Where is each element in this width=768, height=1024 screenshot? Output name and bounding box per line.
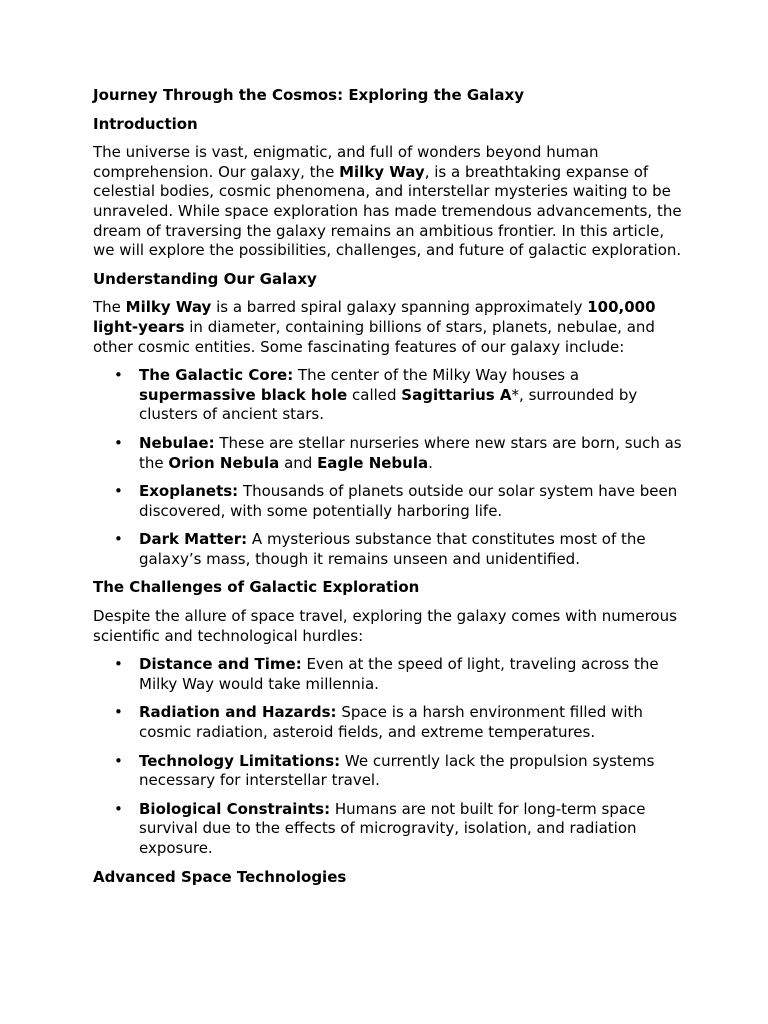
text-run: and (279, 453, 318, 472)
text-run: The center of the Milky Way houses a (293, 366, 580, 385)
text-run: Thousands of planets outside our solar system have been discovered, with some potentially harboring life. (139, 482, 678, 520)
bold-text-run: Distance and Time: (139, 655, 302, 674)
bullet-icon: • (114, 751, 123, 770)
section-paragraph (93, 298, 683, 357)
text-run: Humans are not built for long-term space survival due to the effects of microgravity, isolation, and radiation exposure. (139, 799, 646, 857)
list-item (93, 434, 683, 473)
text-run: These are stellar nurseries where new stars are born, such as the (139, 433, 682, 472)
bullet-list (93, 655, 683, 858)
bold-text-run: Technology Limitations: (139, 751, 341, 770)
list-item (93, 530, 683, 569)
text-run: *, surrounded by clusters of ancient stars. (139, 385, 638, 424)
text-run: Even at the speed of light, traveling across the Milky Way would take millennia. (139, 655, 659, 693)
list-item (93, 366, 683, 425)
section-paragraph (93, 143, 683, 261)
list-item (93, 752, 683, 791)
section-heading: The Challenges of Galactic Exploration (93, 578, 420, 597)
text-run: The (93, 298, 126, 317)
document-body (93, 115, 683, 888)
bullet-icon: • (114, 530, 123, 549)
section-paragraph (93, 607, 683, 646)
bullet-icon: • (114, 703, 123, 722)
bullet-icon: • (114, 366, 123, 385)
bold-text-run: Nebulae: (139, 433, 215, 452)
text-run: Despite the allure of space travel, exploring the galaxy comes with numerous scientific and technological hurdles: (93, 607, 677, 645)
text-run: in diameter, containing billions of stars, planets, nebulae, and other cosmic entities. Some fascinating features of our galaxy include: (93, 317, 655, 356)
bullet-icon: • (114, 799, 123, 818)
bullet-list (93, 366, 683, 569)
section-heading: Introduction (93, 114, 198, 133)
document-page (93, 86, 683, 896)
bold-text-run: Sagittarius A (401, 385, 512, 404)
text-run: A mysterious substance that constitutes most of the galaxy’s mass, though it remains unseen and unidentified. (139, 530, 646, 568)
list-item (93, 800, 683, 859)
bold-text-run: Dark Matter: (139, 530, 248, 549)
bold-text-run: The Galactic Core: (139, 366, 294, 385)
section-heading: Advanced Space Technologies (93, 867, 347, 886)
text-run: . (428, 453, 433, 472)
list-item (93, 482, 683, 521)
text-run: The universe is vast, enigmatic, and full of wonders beyond human comprehension. Our galaxy, the (93, 143, 599, 181)
list-item (93, 655, 683, 694)
bold-text-run: Biological Constraints: (139, 799, 331, 818)
bullet-icon: • (114, 655, 123, 674)
text-run: Space is a harsh environment filled with cosmic radiation, asteroid fields, and extreme temperatures. (139, 703, 643, 742)
bold-text-run: Milky Way (125, 298, 212, 317)
bold-text-run: Eagle Nebula (317, 453, 429, 472)
list-item (93, 703, 683, 742)
text-run: called (347, 385, 402, 404)
text-run: is a barred spiral galaxy spanning approximately (211, 298, 588, 317)
document-title: Journey Through the Cosmos: Exploring the Galaxy (93, 86, 524, 104)
bold-text-run: supermassive black hole (139, 385, 348, 404)
bold-text-run: Milky Way (339, 162, 425, 181)
bold-text-run: Radiation and Hazards: (139, 703, 337, 722)
text-run: We currently lack the propulsion systems necessary for interstellar travel. (139, 751, 655, 790)
bold-text-run: Exoplanets: (139, 482, 239, 501)
bold-text-run: 100,000 light-years (93, 298, 656, 336)
bold-text-run: Orion Nebula (168, 453, 280, 472)
bullet-icon: • (114, 433, 123, 452)
bullet-icon: • (114, 482, 123, 501)
section-heading: Understanding Our Galaxy (93, 269, 317, 288)
text-run: , is a breathtaking expanse of celestial bodies, cosmic phenomena, and interstellar mysteries waiting to be unraveled. While space exploration has made tremendous advancements, the dream of traversing the galaxy remains an ambitious frontier. In this article, we will explore the possibilities, challenges, and future of galactic exploration. (93, 162, 682, 260)
